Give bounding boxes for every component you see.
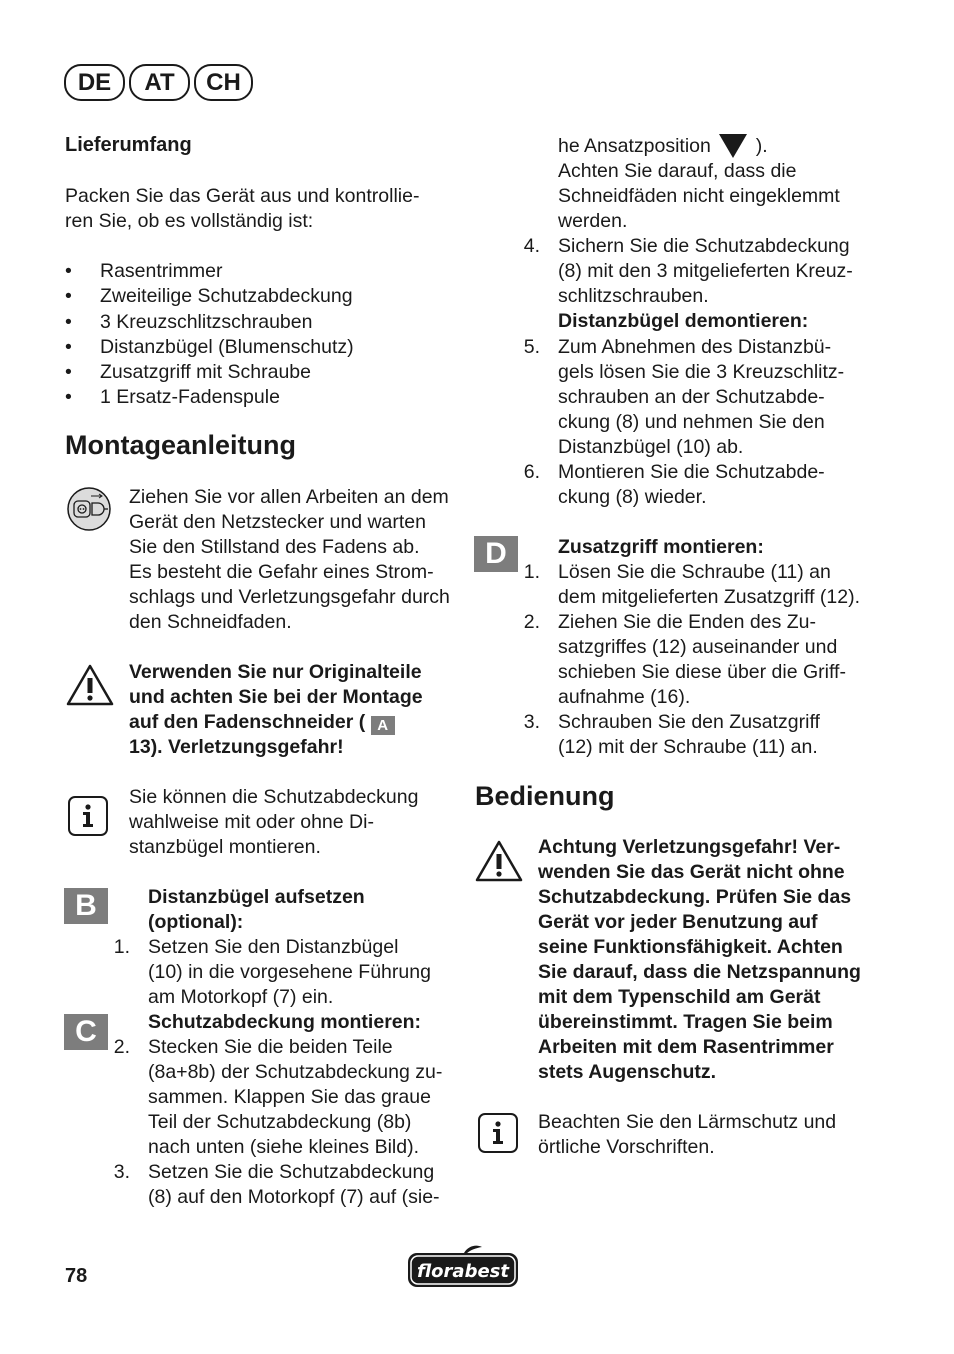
section-title-bedienung: Bedienung: [475, 781, 615, 811]
step-number: 1.: [113, 936, 130, 958]
lang-badge-ch: CH: [194, 64, 253, 101]
step-number: 3.: [113, 1161, 130, 1183]
step-line: dem mitgelieferten Zusatzgriff (12).: [558, 586, 861, 608]
warning-icon: [475, 839, 523, 883]
info-note-line: Sie können die Schutzabdeckung: [129, 786, 419, 808]
step-number: 3.: [523, 711, 540, 733]
step-title-zusatzgriff: Zusatzgriff montieren:: [558, 536, 764, 558]
bullet: •: [65, 285, 72, 307]
warning-line: Schutzabdeckung. Prüfen Sie das: [538, 886, 852, 908]
step-number: 1.: [523, 561, 540, 583]
step-number: 5.: [523, 336, 540, 358]
bullet: •: [65, 336, 72, 358]
list-item: Rasentrimmer: [100, 260, 223, 282]
warning-line: Sie darauf, dass die Netzspannung: [538, 961, 861, 983]
step-line: (8a+8b) der Schutzabdeckung zu-: [148, 1061, 443, 1083]
info-icon: [68, 796, 108, 836]
logo-text: florabest: [417, 1261, 509, 1282]
step-line: schlitzschrauben.: [558, 285, 709, 307]
warning-line: 13). Verletzungsgefahr!: [129, 736, 344, 758]
step-line: Setzen Sie die Schutzabdeckung: [148, 1161, 435, 1183]
list-item: Zweiteilige Schutzabdeckung: [100, 285, 353, 307]
warning-line: Arbeiten mit dem Rasentrimmer: [538, 1036, 834, 1058]
step-title-demontieren: Distanzbügel demontieren:: [558, 310, 809, 332]
info-note-line: wahlweise mit oder ohne Di-: [129, 811, 374, 833]
lang-badge-at: AT: [129, 64, 190, 101]
step-line: (12) mit der Schraube (11) an.: [558, 736, 818, 758]
step-line: Schneidfäden nicht eingeklemmt: [558, 185, 840, 207]
step-line: [558, 134, 768, 159]
step-line: Lösen Sie die Schraube (11) an: [558, 561, 831, 583]
step-line: Montieren Sie die Schutzabde-: [558, 461, 825, 483]
figure-label-d: D: [474, 536, 518, 572]
step-line: am Motorkopf (7) ein.: [148, 986, 334, 1008]
plug-note-line: schlags und Verletzungsgefahr durch: [129, 586, 450, 608]
step-line: werden.: [558, 210, 628, 232]
step-line: Ziehen Sie die Enden des Zu-: [558, 611, 816, 633]
info-icon: [478, 1113, 518, 1153]
figure-label-b: B: [64, 888, 108, 924]
info-note-line: Beachten Sie den Lärmschutz und: [538, 1111, 837, 1133]
warning-line: Verwenden Sie nur Originalteile: [129, 661, 422, 683]
step-title-distanzbuegel: Distanzbügel aufsetzen: [148, 886, 365, 908]
step-line-text: ).: [755, 135, 768, 157]
step-line: ckung (8) und nehmen Sie den: [558, 411, 825, 433]
florabest-logo: [406, 1244, 520, 1290]
warning-line: seine Funktionsfähigkeit. Achten: [538, 936, 843, 958]
step-line: Stecken Sie die beiden Teile: [148, 1036, 393, 1058]
info-note-line: örtliche Vorschriften.: [538, 1136, 715, 1158]
step-line: Distanzbügel (10) ab.: [558, 436, 744, 458]
down-triangle-icon: [719, 134, 747, 158]
step-number: 2.: [113, 1036, 130, 1058]
warning-line: stets Augenschutz.: [538, 1061, 717, 1083]
step-line: satzgriffes (12) auseinander und: [558, 636, 838, 658]
section-title-lieferumfang: Lieferumfang: [65, 134, 192, 156]
step-line: (10) in die vorgesehene Führung: [148, 961, 431, 983]
warning-line: [129, 710, 395, 735]
warning-line: Achtung Verletzungsgefahr! Ver-: [538, 836, 841, 858]
step-line: ckung (8) wieder.: [558, 486, 707, 508]
intro-line: Packen Sie das Gerät aus und kontrollie-: [65, 185, 420, 207]
list-item: 3 Kreuzschlitzschrauben: [100, 311, 313, 333]
warning-line: wenden Sie das Gerät nicht ohne: [538, 861, 845, 883]
lang-badge-de: DE: [64, 64, 125, 101]
bullet: •: [65, 361, 72, 383]
step-line: nach unten (siehe kleines Bild).: [148, 1136, 419, 1158]
info-note-line: stanzbügel montieren.: [129, 836, 321, 858]
step-number: 2.: [523, 611, 540, 633]
list-item: Zusatzgriff mit Schraube: [100, 361, 311, 383]
step-title-distanzbuegel: (optional):: [148, 911, 244, 933]
list-item: 1 Ersatz-Fadenspule: [100, 386, 280, 408]
unplug-icon: [66, 486, 112, 532]
plug-note-line: Sie den Stillstand des Fadens ab.: [129, 536, 420, 558]
step-line: Setzen Sie den Distanzbügel: [148, 936, 399, 958]
step-line: gels lösen Sie die 3 Kreuzschlitz-: [558, 361, 845, 383]
warning-line-text: auf den Fadenschneider (: [129, 711, 366, 733]
plug-note-line: Es besteht die Gefahr eines Strom-: [129, 561, 434, 583]
step-line-text: he Ansatzposition: [558, 135, 711, 157]
page-number: 78: [65, 1265, 88, 1287]
figure-label-c: C: [64, 1014, 108, 1050]
plug-note-line: den Schneidfaden.: [129, 611, 292, 633]
warning-icon: [66, 663, 114, 707]
warning-line: mit dem Typenschild am Gerät: [538, 986, 821, 1008]
section-title-montageanleitung: Montageanleitung: [65, 430, 296, 460]
step-line: Schrauben Sie den Zusatzgriff: [558, 711, 820, 733]
step-line: sammen. Klappen Sie das graue: [148, 1086, 431, 1108]
warning-line: und achten Sie bei der Montage: [129, 686, 423, 708]
step-line: (8) mit den 3 mitgelieferten Kreuz-: [558, 260, 853, 282]
plug-note-line: Gerät den Netzstecker und warten: [129, 511, 426, 533]
step-line: schieben Sie diese über die Griff-: [558, 661, 846, 683]
plug-note-line: Ziehen Sie vor allen Arbeiten an dem: [129, 486, 449, 508]
step-number: 6.: [523, 461, 540, 483]
step-line: Zum Abnehmen des Distanzbü-: [558, 336, 832, 358]
step-line: aufnahme (16).: [558, 686, 691, 708]
figure-ref-badge: A: [371, 716, 395, 735]
step-number: 4.: [523, 235, 540, 257]
step-line: Achten Sie darauf, dass die: [558, 160, 797, 182]
step-line: (8) auf den Motorkopf (7) auf (sie-: [148, 1186, 440, 1208]
bullet: •: [65, 260, 72, 282]
step-line: Teil der Schutzabdeckung (8b): [148, 1111, 412, 1133]
step-line: Sichern Sie die Schutzabdeckung: [558, 235, 850, 257]
warning-line: übereinstimmt. Tragen Sie beim: [538, 1011, 833, 1033]
intro-line: ren Sie, ob es vollständig ist:: [65, 210, 314, 232]
bullet: •: [65, 386, 72, 408]
bullet: •: [65, 311, 72, 333]
step-line: schrauben an der Schutzabde-: [558, 386, 825, 408]
warning-line: Gerät vor jeder Benutzung auf: [538, 911, 818, 933]
list-item: Distanzbügel (Blumenschutz): [100, 336, 354, 358]
step-title-schutzabdeckung: Schutzabdeckung montieren:: [148, 1011, 422, 1033]
